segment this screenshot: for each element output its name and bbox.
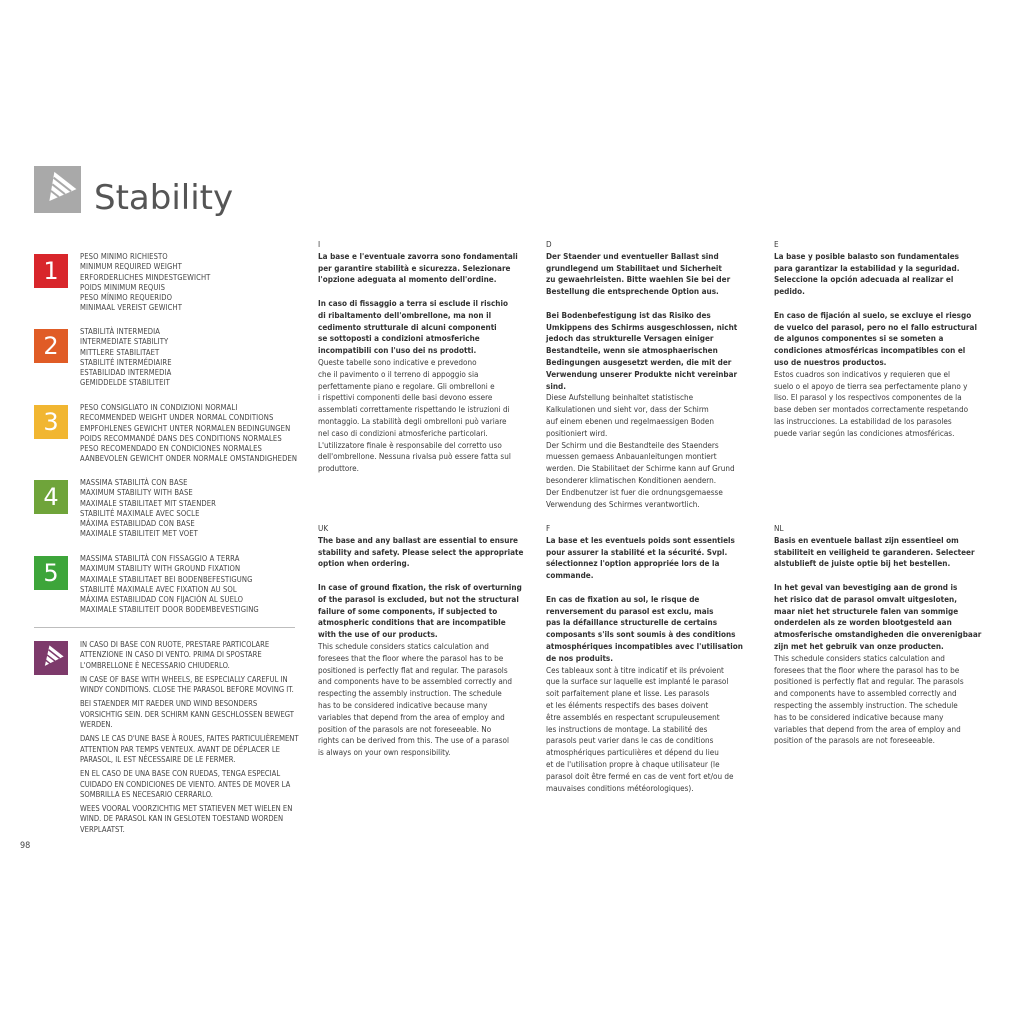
fixation-line: Bei Bodenbefestigung ist das Risiko des [546,309,711,320]
section-es [774,239,988,440]
intro-line: zu gewaehrleisten. Bitte waehlen Sie bei der [546,274,731,285]
body-line: Ces tableaux sont à titre indicatif et ils prévoient [546,664,724,675]
intro-line: option when ordering. [318,558,410,569]
body-line: las instrucciones. La estabilidad de los parasoles [774,415,952,426]
level-badge-1: 1 [34,254,68,288]
level-description-4: MASSIMA STABILITÀ CON BASE MAXIMUM STABILITY WITH BASE MAXIMALE STABILITAET MIT STAENDER STABILITÉ MAXIMALE AVEC SOCLE MÁXIMA ESTABILIDAD CON BASE MAXIMALE STABILITEIT MET VOET [80,478,217,539]
fixation-line: atmospheric conditions that are incompatible [318,617,506,628]
paragraph-gap [546,582,760,594]
section-de [546,239,760,510]
intro-line: Basis en eventuele ballast zijn essentieel om [774,534,959,545]
section-fr [546,523,760,794]
paragraph-gap [774,570,988,582]
body-line: This schedule considers statics calculation and [318,640,489,651]
body-line: is always on your own responsibility. [318,747,451,758]
warning-nl: WEES VOORAL VOORZICHTIG MET STATIEVEN MET WIELEN EN WIND. DE PARASOL KAN IN GESLOTEN TOESTAND WORDEN VERPLAATST. [80,804,293,834]
intro-line: pedido. [774,286,805,297]
body-line: être assemblés en respectant scrupuleusement [546,711,720,722]
body-line: montaggio. La stabilità degli ombrelloni può variare [318,415,507,426]
language-code: D [546,239,552,249]
fixation-line: de algunos componentes si se someten a [774,333,944,344]
page-number: 98 [20,841,31,851]
fixation-line: onderdelen als ze worden blootgesteld aan [774,617,952,628]
body-line: foresees that the floor where the parasol has to be [318,652,504,663]
level-badge-2: 2 [34,329,68,363]
fixation-line: Verwendung unserer Produkte nicht vereinbar [546,368,738,379]
intro-line: La base e l'eventuale zavorra sono fondamentali [318,250,518,261]
fixation-line: failure of some components, if subjected to [318,605,498,616]
body-line: foresees that the floor where the parasol has to be [774,664,960,675]
fixation-line: maar niet het structurele falen van sommige [774,605,959,616]
intro-line: Der Staender und eventueller Ballast sind [546,250,719,261]
body-line: Queste tabelle sono indicative e prevedono [318,356,477,367]
fixation-line: In het geval van bevestiging aan de grond is [774,581,958,592]
intro-line: alstublieft de juiste optie bij het bestellen. [774,558,951,569]
fixation-line: het risico dat de parasol omvalt uitgesloten, [774,593,958,604]
fixation-line: di ribaltamento dell'ombrellone, ma non il [318,309,492,320]
body-line: has to be considered indicative because many [774,711,944,722]
fixation-line: de vuelco del parasol, pero no el fallo estructural [774,321,977,332]
fixation-line: composants s'ils sont soumis à des conditions [546,629,736,640]
section-nl [774,523,988,747]
intro-line: Bestellung die entsprechende Option aus. [546,286,719,297]
level-badge-5: 5 [34,556,68,590]
intro-line: per garantire stabilità e sicurezza. Selezionare [318,262,511,273]
body-line: Kalkulationen und sieht vor, dass der Schirm [546,404,709,415]
intro-line: sélectionnez l'option appropriée lors de la [546,558,720,569]
body-line: position of the parasols are not foreseeable. [774,735,935,746]
fixation-line: En caso de fijación al suelo, se excluye el riesgo [774,309,972,320]
legend-divider [34,627,295,628]
level-badge-3: 3 [34,405,68,439]
level-description-2: STABILITÀ INTERMEDIA INTERMEDIATE STABILITY MITTLERE STABILITAET STABILITÉ INTERMÉDIAIRE ESTABILIDAD INTERMEDIA GEMIDDELDE STABILITEIT [80,327,172,388]
level-description-5: MASSIMA STABILITÀ CON FISSAGGIO A TERRA MAXIMUM STABILITY WITH GROUND FIXATION MAXIMALE STABILITAET BEI BODENBEFESTIGUNG STABILITÉ MAXIMALE AVEC FIXATION AU SOL MÁXIMA ESTABILIDAD CON FIJACIÓN AL SUELO MAXIMALE STABILITEIT DOOR BODEMBEVESTIGING [80,554,259,615]
body-line: liso. El parasol y los respectivos componentes de la [774,392,962,403]
body-line: Der Schirm und die Bestandteile des Staenders [546,439,719,450]
body-line: dell'ombrellone. Nessuna rivalsa può essere fatta sul [318,451,511,462]
page-title: Stability [94,178,234,218]
fixation-line: Bestandteile, wenn sie atmosphaerischen [546,345,718,356]
section-it [318,239,532,475]
body-line: has to be considered indicative because many [318,699,488,710]
body-line: suelo o el apoyo de tierra sea perfectamente plano y [774,380,968,391]
body-line: mauvaises conditions météorologiques). [546,782,694,793]
body-line: les instructions de montage. La stabilité des [546,723,708,734]
body-line: assemblati correttamente rispettando le istruzioni di [318,404,510,415]
warning-es: EN EL CASO DE UNA BASE CON RUEDAS, TENGA ESPECIAL CUIDADO EN CONDICIONES DE VIENTO. ANTES DE MOVER LA SOMBRILLA ES NECESARIO CERRARLO. [80,769,291,799]
warning-fr: DANS LE CAS D'UNE BASE À ROUES, FAITES PARTICULIÈREMENT ATTENTION PAR TEMPS VENTEUX. AVANT DE DÉPLACER LE PARASOL, IL EST NÉCESSAIRE DE LE FERMER. [80,734,299,764]
body-line: and components have to be assembled correctly and [318,676,513,687]
body-line: che il pavimento o il terreno di appoggio sia [318,368,479,379]
fixation-line: Umkippens des Schirms ausgeschlossen, nicht [546,321,738,332]
level-description-1: PESO MINIMO RICHIESTO MINIMUM REQUIRED WEIGHT ERFORDERLICHES MINDESTGEWICHT POIDS MINIMUM REQUIS PESO MÍNIMO REQUERIDO MINIMAAL VEREIST GEWICHT [80,252,211,313]
intro-line: La base y posible balasto son fundamentales [774,250,960,261]
fixation-line: with the use of our products. [318,629,438,640]
fixation-line: se sottoposti a condizioni atmosferiche [318,333,480,344]
warning-de: BEI STAENDER MIT RAEDER UND WIND BESONDERS VORSICHTIG SEIN. DER SCHIRM KANN GESCHLOSSEN BEWEGT WERDEN. [80,699,294,730]
body-line: position of the parasols are not foreseeable. No [318,723,492,734]
fixation-line: Bedingungen ausgesetzt werden, die mit der [546,356,732,367]
paragraph-gap [318,286,532,298]
body-line: perfettamente piano e regolare. Gli ombrelloni e [318,380,495,391]
body-line: werden. Die Stabilitaet der Schirme kann auf Grund [546,463,735,474]
wind-warning-icon [34,641,68,675]
body-line: atmosphériques particulières et dépend du lieu [546,747,719,758]
body-line: variables that depend from the area of employ and [774,723,961,734]
fixation-line: renversement du parasol est exclu, mais [546,605,714,616]
body-line: produttore. [318,463,359,474]
body-line: et les éléments respectifs des bases doivent [546,699,709,710]
fixation-line: atmosferische omstandigheden die onverenigbaar [774,629,982,640]
intro-line: La base et les eventuels poids sont essentiels [546,534,735,545]
paragraph-gap [546,298,760,310]
language-code: E [774,239,779,249]
body-line: respecting the assembly instruction. The schedule [774,699,958,710]
level-badge-4: 4 [34,480,68,514]
body-line: positioniert wird. [546,427,608,438]
body-line: Diese Aufstellung beinhaltet statistische [546,392,694,403]
fixation-line: zijn met het gebruik van onze producten. [774,640,944,651]
body-line: Estos cuadros son indicativos y requieren que el [774,368,950,379]
body-line: parasol doit être fermé en cas de vent fort et/ou de [546,770,734,781]
language-code: I [318,239,321,249]
intro-line: stabiliteit en veiligheid te garanderen. Selecteer [774,546,975,557]
body-line: and components have to assembled correctly and [774,688,957,699]
fixation-line: uso de nuestros productos. [774,356,887,367]
intro-line: pour assurer la stabilité et la sécurité. Svpl. [546,546,728,557]
paragraph-gap [318,570,532,582]
fixation-line: pas la défaillance structurelle de certains [546,617,718,628]
intro-line: The base and any ballast are essential to ensure [318,534,518,545]
fixation-line: In caso di fissaggio a terra si esclude il rischio [318,297,508,308]
body-line: soit parfaitement plane et lisse. Les parasols [546,688,710,699]
body-line: puede variar según las condiciones atmosféricas. [774,427,955,438]
body-line: base deben ser montados correctamente respetando [774,404,969,415]
warning-it: IN CASO DI BASE CON RUOTE, PRESTARE PARTICOLARE ATTENZIONE IN CASO DI VENTO. PRIMA DI SPOSTARE L'OMBRELLONE È NECESSARIO CHIUDERLO. [80,640,270,670]
intro-line: l'opzione adeguata al momento dell'ordine. [318,274,497,285]
section-uk [318,523,532,759]
language-code: NL [774,523,784,533]
language-code: UK [318,523,329,533]
fixation-line: En cas de fixation au sol, le risque de [546,593,700,604]
body-line: besonderer klimatischen Konditionen aendern. [546,474,717,485]
body-line: et de l'utilisation propre à chaque utilisateur (le [546,758,720,769]
language-code: F [546,523,551,533]
fixation-line: jedoch das strukturelle Versagen einiger [546,333,714,344]
body-line: respecting the assembly instruction. The schedule [318,688,502,699]
intro-line: para garantizar la estabilidad y la seguridad. [774,262,960,273]
body-line: positioned is perfectly flat and regular. The parasols [318,664,508,675]
body-line: i rispettivi componenti delle basi devono essere [318,392,493,403]
intro-line: Seleccione la opción adecuada al realizar el [774,274,954,285]
wind-warnings [80,640,300,839]
fixation-line: sind. [546,380,566,391]
body-line: rights can be derived from this. The use of a parasol [318,735,509,746]
body-line: variables that depend from the area of employ and [318,711,505,722]
body-line: Verwendung des Schirmes verantwortlich. [546,498,700,509]
paragraph-gap [774,298,988,310]
body-line: que la surface sur laquelle est implanté le parasol [546,676,729,687]
fixation-line: of the parasol is excluded, but not the structural [318,593,519,604]
body-line: Der Endbenutzer ist fuer die ordnungsgemaesse [546,486,723,497]
body-line: auf einem ebenen und regelmaessigen Boden [546,415,715,426]
body-line: nel caso di condizioni atmosferiche particolari. [318,427,488,438]
body-line: parasols peut varier dans le cas de conditions [546,735,714,746]
fixation-line: cedimento strutturale di alcuni componenti [318,321,497,332]
intro-line: commande. [546,570,594,581]
body-line: This schedule considers statics calculation and [774,652,945,663]
fixation-line: de nos produits. [546,652,614,663]
level-description-3: PESO CONSIGLIATO IN CONDIZIONI NORMALI RECOMMENDED WEIGHT UNDER NORMAL CONDITIONS EMPFOHLENES GEWICHT UNTER NORMALEN BEDINGUNGEN POIDS RECOMMANDÉ DANS DES CONDITIONS NORMALES PESO RECOMENDADO EN CONDICIONES NORMALES AANBEVOLEN GEWICHT ONDER NORMALE OMSTANDIGHEDEN [80,403,298,464]
fixation-line: condiciones atmosféricas incompatibles con el [774,345,966,356]
parasol-icon [34,166,81,213]
intro-line: grundlegend um Stabilitaet und Sicherheit [546,262,722,273]
fixation-line: In case of ground fixation, the risk of overturning [318,581,522,592]
fixation-line: incompatibili con l'uso dei ns prodotti. [318,345,477,356]
body-line: muessen gemaess Anbauanleitungen montiert [546,451,717,462]
body-line: L'utilizzatore finale è responsabile del corretto uso [318,439,502,450]
intro-line: stability and safety. Please select the appropriate [318,546,524,557]
warning-uk: IN CASE OF BASE WITH WHEELS, BE ESPECIALLY CAREFUL IN WINDY CONDITIONS. CLOSE THE PARASOL BEFORE MOVING IT. [80,674,294,695]
fixation-line: atmosphériques incompatibles avec l'utilisation [546,640,743,651]
body-line: positioned is perfectly flat and regular. The parasols [774,676,964,687]
